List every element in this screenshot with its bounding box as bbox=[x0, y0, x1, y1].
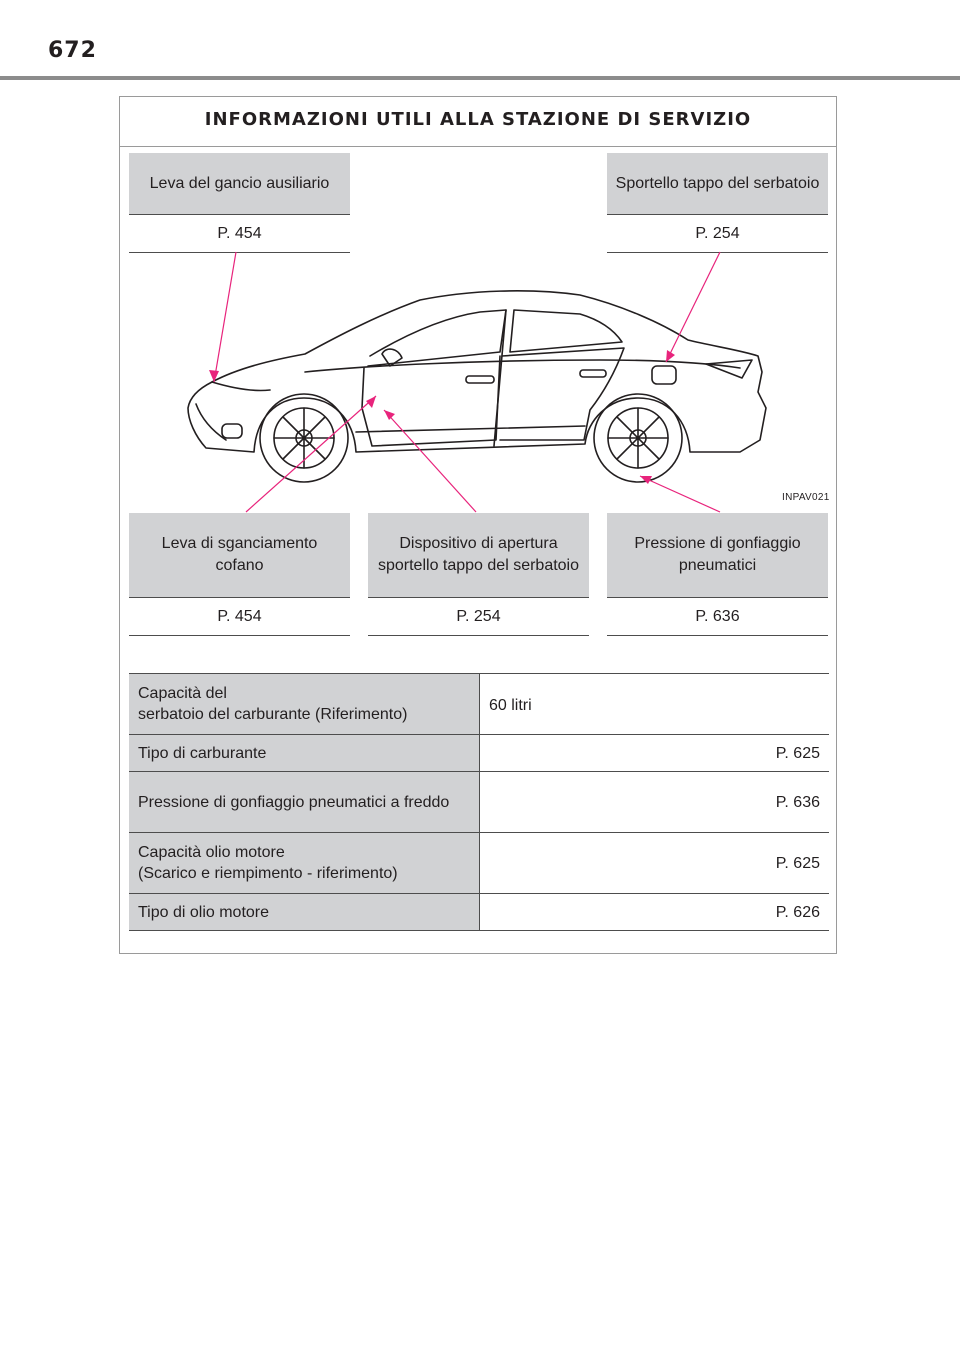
pointer-tow-hook bbox=[214, 252, 236, 382]
spec-value: P. 636 bbox=[480, 772, 830, 833]
pointer-tire-pressure bbox=[640, 476, 720, 512]
callout-label: Leva di sganciamento cofano bbox=[129, 513, 350, 598]
callout-ref: P. 254 bbox=[607, 215, 828, 253]
car-window-frame bbox=[368, 310, 506, 366]
car-fuel-door bbox=[652, 366, 676, 384]
spec-label: Pressione di gonfiaggio pneumatici a freddo bbox=[129, 772, 480, 833]
spec-label-line: Capacità olio motore bbox=[138, 844, 285, 861]
spec-value: 60 litri bbox=[480, 674, 830, 735]
callout-ref: P. 454 bbox=[129, 215, 350, 253]
diagram-code: INPAV021 bbox=[782, 492, 830, 503]
callout-label: Sportello tappo del serbatoio bbox=[607, 153, 828, 215]
callout-label: Dispositivo di apertura sportello tappo del serbatoio bbox=[368, 513, 589, 598]
spec-label-line: (Scarico e riempimento - riferimento) bbox=[138, 865, 398, 882]
callout-ref: P. 254 bbox=[368, 598, 589, 636]
table-row bbox=[129, 894, 829, 931]
frame-title: INFORMAZIONI UTILI ALLA STAZIONE DI SERVIZIO bbox=[120, 97, 836, 147]
car-rear-window-frame bbox=[510, 310, 622, 352]
front-wheel bbox=[260, 394, 348, 482]
spec-label bbox=[129, 674, 480, 735]
car-body-outline bbox=[188, 291, 766, 452]
callout-hood-release bbox=[129, 513, 350, 636]
car-front-door bbox=[362, 356, 500, 446]
callout-ref: P. 454 bbox=[129, 598, 350, 636]
table-row bbox=[129, 833, 829, 894]
table-row bbox=[129, 674, 829, 735]
table-row bbox=[129, 772, 829, 833]
pointer-hood-release bbox=[246, 396, 376, 512]
spec-label bbox=[129, 833, 480, 894]
spec-label: Tipo di carburante bbox=[129, 735, 480, 772]
spec-value: P. 626 bbox=[480, 894, 830, 931]
rear-wheel bbox=[594, 394, 682, 482]
table-row bbox=[129, 735, 829, 772]
spec-value: P. 625 bbox=[480, 735, 830, 772]
callout-fuel-door-opener bbox=[368, 513, 589, 636]
callout-ref: P. 636 bbox=[607, 598, 828, 636]
spec-value: P. 625 bbox=[480, 833, 830, 894]
page-number: 672 bbox=[48, 38, 97, 63]
pointer-fuel-opener bbox=[384, 410, 476, 512]
callout-label: Pressione di gonfiaggio pneumatici bbox=[607, 513, 828, 598]
callout-label: Leva del gancio ausiliario bbox=[129, 153, 350, 215]
callout-tire-pressure bbox=[607, 513, 828, 636]
spec-label-line: Capacità del bbox=[138, 685, 227, 702]
specs-table bbox=[129, 673, 829, 931]
spec-label-line: serbatoio del carburante (Riferimento) bbox=[138, 706, 408, 723]
spec-label: Tipo di olio motore bbox=[129, 894, 480, 931]
